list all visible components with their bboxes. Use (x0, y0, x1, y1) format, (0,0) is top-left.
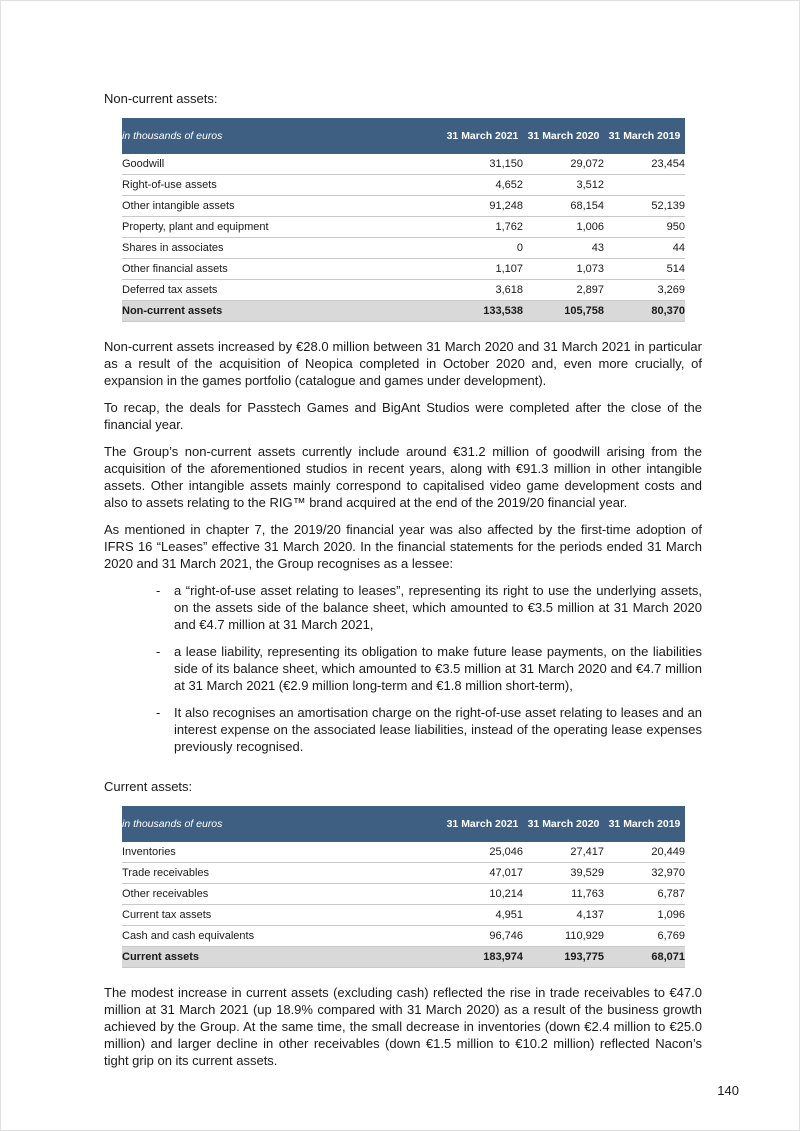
table-row (122, 884, 685, 905)
row-value: 29,072 (523, 154, 604, 175)
row-value: 3,269 (604, 280, 685, 301)
paragraph: The Group’s non-current assets currently include around €31.2 million of goodwill arising from the acquisition of the aforementioned studios in recent years, along with €91.3 million in other intangible assets. Other intangible assets mainly correspond to capitalised video game development costs and also to assets relating to the RIG™ brand acquired at the end of the 2019/20 financial year. (104, 444, 702, 510)
row-value: 6,787 (604, 884, 685, 905)
table-row (122, 238, 685, 259)
row-value: 514 (604, 259, 685, 280)
row-value: 43 (523, 238, 604, 259)
table-row (122, 842, 685, 863)
row-value (604, 175, 685, 196)
row-value: 10,214 (442, 884, 523, 905)
row-label: Goodwill (122, 154, 442, 175)
column-header: 31 March 2019 (604, 806, 685, 842)
table-row (122, 280, 685, 301)
total-value: 105,758 (523, 301, 604, 322)
table-row (122, 905, 685, 926)
row-value: 0 (442, 238, 523, 259)
row-value: 68,154 (523, 196, 604, 217)
table-row (122, 863, 685, 884)
row-label: Other financial assets (122, 259, 442, 280)
total-value: 80,370 (604, 301, 685, 322)
row-value: 11,763 (523, 884, 604, 905)
table-row (122, 175, 685, 196)
row-value: 25,046 (442, 842, 523, 863)
table-total-row (122, 301, 685, 322)
current-assets-table (122, 806, 685, 968)
row-label: Current tax assets (122, 905, 442, 926)
row-value: 6,769 (604, 926, 685, 947)
list-item-text: It also recognises an amortisation charge on the right-of-use asset relating to leases and an interest expense on the associated lease liabilities, instead of the operating lease expenses previously recognised. (174, 705, 702, 754)
row-value: 47,017 (442, 863, 523, 884)
section-heading-non-current: Non-current assets: (104, 91, 218, 106)
column-header: 31 March 2021 (442, 118, 523, 154)
column-header: 31 March 2021 (442, 806, 523, 842)
page-number: 140 (717, 1083, 739, 1098)
row-value: 91,248 (442, 196, 523, 217)
list-item-text: a “right-of-use asset relating to leases”, representing its right to use the underlying assets, on the assets side of the balance sheet, which amounted to €3.5 million at 31 March 2020 and €4.7 million at 31 March 2021, (174, 583, 702, 632)
paragraph: As mentioned in chapter 7, the 2019/20 financial year was also affected by the first-time adoption of IFRS 16 “Leases” effective 31 March 2020. In the financial statements for the periods ended 31 March 2020 and 31 March 2021, the Group recognises as a lessee: (104, 522, 702, 571)
list-item-text: a lease liability, representing its obligation to make future lease payments, on the liabilities side of its balance sheet, which amounted to €3.5 million at 31 March 2020 and €4.7 million at 31 March 2021 (€2.9 million long-term and €1.8 million short-term), (174, 644, 702, 693)
paragraph: To recap, the deals for Passtech Games and BigAnt Studios were completed after the close of the financial year. (104, 400, 702, 432)
total-label: Current assets (122, 947, 442, 968)
non-current-assets-table (122, 118, 685, 322)
column-header: 31 March 2020 (523, 118, 604, 154)
row-value: 2,897 (523, 280, 604, 301)
row-label: Cash and cash equivalents (122, 926, 442, 947)
table-total-row (122, 947, 685, 968)
total-value: 133,538 (442, 301, 523, 322)
total-label: Non-current assets (122, 301, 442, 322)
total-value: 193,775 (523, 947, 604, 968)
row-value: 23,454 (604, 154, 685, 175)
list-item (156, 704, 702, 755)
table-header-row (122, 118, 685, 154)
total-value: 68,071 (604, 947, 685, 968)
row-value: 52,139 (604, 196, 685, 217)
row-label: Inventories (122, 842, 442, 863)
total-value: 183,974 (442, 947, 523, 968)
row-value: 39,529 (523, 863, 604, 884)
row-value: 32,970 (604, 863, 685, 884)
row-value: 20,449 (604, 842, 685, 863)
row-value: 4,951 (442, 905, 523, 926)
row-value: 1,762 (442, 217, 523, 238)
row-value: 1,107 (442, 259, 523, 280)
table-row (122, 259, 685, 280)
row-label: Shares in associates (122, 238, 442, 259)
row-value: 1,096 (604, 905, 685, 926)
bullet-dash: - (156, 644, 161, 659)
row-label: Other receivables (122, 884, 442, 905)
row-value: 4,652 (442, 175, 523, 196)
section-heading-current: Current assets: (104, 779, 193, 794)
row-value: 44 (604, 238, 685, 259)
row-value: 96,746 (442, 926, 523, 947)
row-label: Deferred tax assets (122, 280, 442, 301)
bullet-dash: - (156, 705, 161, 720)
list-item (156, 582, 702, 633)
row-value: 1,073 (523, 259, 604, 280)
row-value: 1,006 (523, 217, 604, 238)
column-header: 31 March 2019 (604, 118, 685, 154)
table-unit-label: in thousands of euros (122, 806, 442, 842)
row-value: 3,618 (442, 280, 523, 301)
table-unit-label: in thousands of euros (122, 118, 442, 154)
row-label: Property, plant and equipment (122, 217, 442, 238)
row-value: 3,512 (523, 175, 604, 196)
paragraph: Non-current assets increased by €28.0 million between 31 March 2020 and 31 March 2021 in particular as a result of the acquisition of Neopica completed in October 2020 and, even more crucially, of expansion in the games portfolio (catalogue and games under development). (104, 339, 702, 388)
column-header: 31 March 2020 (523, 806, 604, 842)
row-label: Right-of-use assets (122, 175, 442, 196)
table-row (122, 217, 685, 238)
row-value: 950 (604, 217, 685, 238)
table-header-row (122, 806, 685, 842)
paragraph: The modest increase in current assets (excluding cash) reflected the rise in trade receivables to €47.0 million at 31 March 2021 (up 18.9% compared with 31 March 2020) as a result of the business growth achieved by the Group. At the same time, the small decrease in inventories (down €2.4 million to €25.0 million) and larger decline in other receivables (down €1.5 million to €10.2 million) reflected Nacon’s tight grip on its current assets. (104, 985, 702, 1068)
row-value: 4,137 (523, 905, 604, 926)
row-label: Trade receivables (122, 863, 442, 884)
list-item (156, 643, 702, 694)
table-row (122, 926, 685, 947)
row-label: Other intangible assets (122, 196, 442, 217)
table-row (122, 196, 685, 217)
row-value: 31,150 (442, 154, 523, 175)
bullet-dash: - (156, 583, 161, 598)
row-value: 27,417 (523, 842, 604, 863)
table-row (122, 154, 685, 175)
page-content (1, 1, 799, 1069)
row-value: 110,929 (523, 926, 604, 947)
